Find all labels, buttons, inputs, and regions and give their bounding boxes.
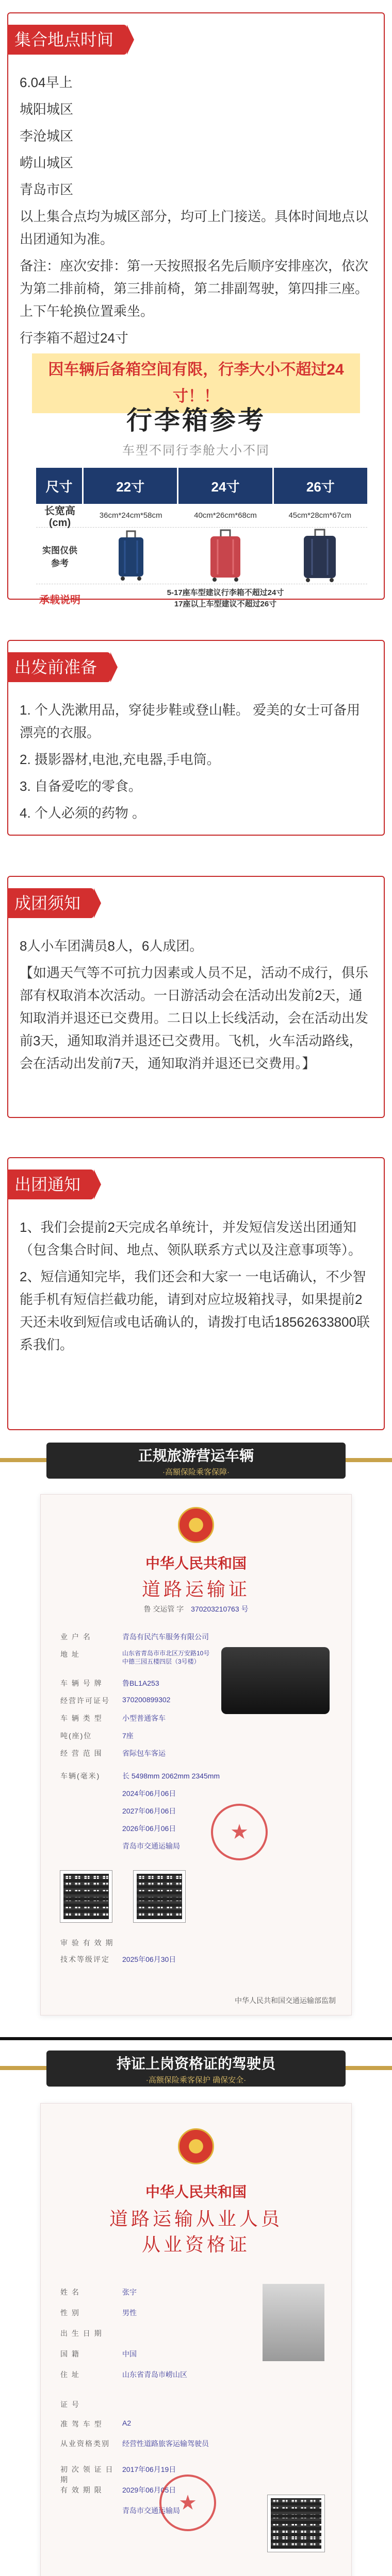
suitcase-26 <box>273 529 367 583</box>
field-text: 车 辆 号 牌 <box>60 1679 103 1687</box>
gather-line: 城阳城区 <box>20 101 74 117</box>
rules-line: 8人小车团满员8人，6人成团。 <box>20 938 203 954</box>
vehicle-banner-title: 正规旅游营运车辆 <box>138 1447 254 1464</box>
notice-line: 1、我们会提前2天完成名单统计，并发短信发送出团通知（包含集合时间、地点、领队联系方式以及注意事项等）。 <box>20 1219 362 1258</box>
photo-label: 实图仅供参考 <box>42 545 77 568</box>
driver-photo <box>263 2284 324 2361</box>
luggage-remark-row <box>36 584 367 613</box>
luggage-title: 行李箱参考 <box>126 406 266 435</box>
field-text: 青岛市交通运输局 <box>122 2506 180 2515</box>
field-text <box>60 1806 122 1816</box>
vehicle-field <box>60 1954 339 1964</box>
field-text: 准 驾 车 型 <box>60 2420 103 2428</box>
field-text: 小型普通客车 <box>122 1714 166 1722</box>
rules-line: 【如遇天气等不可抗力因素或人员不足，活动不成行，俱乐部有权取消本次活动。一日游活动会在活动出发前2天，通知取消并退还已交费用。二日以上长线活动，会在活动出发前3天，通知取消并退还已交费用。飞机，火车活动路线，会在活动出发前7天，通知取消并退还已交费用。】 <box>20 965 369 1071</box>
national-emblem-icon <box>178 1507 214 1543</box>
field-text: 性 别 <box>60 2309 80 2317</box>
field-text <box>122 2328 246 2338</box>
gather-line: 崂山城区 <box>20 155 74 171</box>
vehicle-field <box>60 1748 339 1758</box>
suitcase-22 <box>84 530 178 582</box>
field-text: 2024年06月06日 <box>122 1789 176 1798</box>
field-text: 出 生 日 期 <box>60 2329 103 2337</box>
gather-line: 青岛市区 <box>20 182 74 197</box>
remark-label: 承载说明 <box>39 594 80 606</box>
field-text: 2025年06月30日 <box>122 1955 176 1963</box>
field-text: 山东省青岛市崂山区 <box>122 2370 187 2379</box>
field-text: 住 址 <box>60 2370 80 2379</box>
vehicle-cert-number <box>41 1604 351 1614</box>
driver-field <box>60 2349 246 2359</box>
field-text: 姓 名 <box>60 2288 80 2296</box>
gather-line: 6.04早上 <box>20 75 73 90</box>
driver-field <box>60 2287 246 2297</box>
size-label: 长宽高(cm) <box>44 505 75 529</box>
vehicle-field <box>60 1771 339 1781</box>
vehicle-banner-subtitle: ·高額保险乘客保障· <box>162 1467 230 1477</box>
gather-line: 李沧城区 <box>20 128 74 144</box>
prepare-line: 4. 个人必须的药物 。 <box>20 805 146 821</box>
vehicle-field <box>60 1731 215 1741</box>
gather-card <box>7 12 385 608</box>
field-text: 2026年06月06日 <box>122 1824 176 1833</box>
field-text: A2 <box>122 2419 132 2427</box>
field-text: 有 效 期 限 <box>60 2486 103 2494</box>
driver-field <box>60 2419 339 2429</box>
field-text: 中国 <box>122 2350 137 2358</box>
gather-line: 行李箱不超过24寸 <box>20 330 128 346</box>
driver-field <box>60 2369 339 2380</box>
driver-banner-title: 持证上岗资格证的驾驶员 <box>116 2055 275 2072</box>
vehicle-cert-number-value: 370203210763 号 <box>191 1605 249 1613</box>
official-seal-icon: ★ <box>159 2475 216 2531</box>
field-text <box>122 2399 339 2410</box>
vehicle-photo <box>221 1647 330 1714</box>
vehicle-field <box>60 1823 339 1834</box>
gather-line: 备注：座次安排：第一天按照报名先后顺序安排座次，依次为第二排前椅，第三排前椅，第二排副驾驶，第四排三座。上下午轮换位置乘坐。 <box>20 258 369 319</box>
vehicle-field <box>60 1696 215 1706</box>
field-text: 青岛有民汽车服务有限公司 <box>122 1633 209 1641</box>
field-text: 省际包车客运 <box>122 1749 166 1757</box>
field-text: 7座 <box>122 1732 134 1740</box>
rules-card <box>7 876 385 1118</box>
field-text: 2029年06月05日 <box>122 2486 176 2494</box>
vehicle-field <box>60 1678 215 1688</box>
field-text: 证 号 <box>60 2400 80 2409</box>
qr-code-icon <box>134 1871 185 1922</box>
driver-certificate <box>40 2103 352 2576</box>
size-24: 40cm*26cm*68cm <box>194 511 257 520</box>
gather-body <box>20 71 372 413</box>
field-text: 地 址 <box>60 1650 80 1658</box>
field-text <box>60 1823 122 1834</box>
field-text: 青岛市交通运输局 <box>122 1842 180 1850</box>
rules-body <box>20 935 372 1079</box>
gather-line: 以上集合点均为城区部分，均可上门接送。具体时间地点以出团通知为准。 <box>20 209 369 247</box>
vehicle-cert-title: 道路运输证 <box>141 1579 250 1600</box>
driver-banner-subtitle: ·高额保险乘客保护 确保安全· <box>145 2075 247 2084</box>
luggage-subtitle: 车型不同行李舱大小不同 <box>122 444 270 457</box>
size-22: 36cm*24cm*58cm <box>99 511 162 520</box>
suitcase-icon <box>116 530 146 582</box>
header-22: 22寸 <box>84 468 178 504</box>
vehicle-field <box>60 1713 215 1723</box>
vehicle-certificate <box>40 1494 352 2015</box>
field-text: 经营许可证号 <box>60 1697 110 1705</box>
vehicle-cert-number-label: 鲁 交运管 字 <box>143 1605 184 1613</box>
field-text: 吨(座)位 <box>60 1732 92 1740</box>
notice-body <box>20 1216 372 1360</box>
driver-field <box>60 2328 246 2338</box>
header-24: 24寸 <box>178 468 273 504</box>
notice-title: 出团通知 <box>7 1170 94 1199</box>
field-text: 370200899302 <box>122 1696 171 1704</box>
field-text: 国 籍 <box>60 2350 80 2358</box>
luggage-heading <box>8 400 384 458</box>
luggage-photo-row <box>36 528 367 584</box>
luggage-table-header <box>36 468 367 504</box>
gather-title: 集合地点时间 <box>7 25 127 55</box>
field-text: 经营性道路旅客运输驾驶员 <box>122 2439 209 2448</box>
field-text <box>60 1788 122 1799</box>
field-text: 山东省青岛市市北区万安路10号中德三园五楼四层（3号楼） <box>122 1650 210 1665</box>
field-text: 鲁BL1A253 <box>122 1679 159 1687</box>
field-text: 2017年06月19日 <box>122 2465 176 2473</box>
prepare-title: 出发前准备 <box>7 652 110 682</box>
vehicle-field <box>60 1841 339 1851</box>
field-text: 车 辆 类 型 <box>60 1714 103 1722</box>
size-26: 45cm*28cm*67cm <box>288 511 352 520</box>
rules-title: 成团须知 <box>7 888 94 918</box>
field-text <box>122 1938 339 1948</box>
divider <box>0 2037 392 2040</box>
vehicle-banner <box>46 1443 346 1479</box>
vehicle-cert-country: 中华人民共和国 <box>145 1555 247 1572</box>
field-text: 长 5498mm 2062mm 2345mm <box>122 1772 220 1780</box>
driver-cert-country: 中华人民共和国 <box>145 2183 247 2200</box>
notice-line: 2、短信通知完毕，我们还会和大家一 一电话确认，不少智能手机有短信拦截功能，请到对应垃圾箱找寻，如果提前2天还未收到短信或电话确认的，请拨打电话18562633800联系我们。 <box>20 1269 370 1352</box>
header-size: 尺寸 <box>36 468 84 504</box>
prepare-body <box>20 699 372 828</box>
driver-field <box>60 2399 339 2410</box>
field-text: 张宇 <box>122 2288 137 2296</box>
field-text: 技术等级评定 <box>60 1955 110 1963</box>
field-text: 车辆(毫米) <box>60 1772 101 1780</box>
suitcase-24 <box>178 529 272 583</box>
vehicle-field <box>60 1632 339 1642</box>
luggage-warning: 因车辆后备箱空间有限，行李大小不超过24寸！！ <box>32 353 360 413</box>
suitcase-icon <box>301 529 339 583</box>
field-text: 业 户 名 <box>60 1633 91 1641</box>
vehicle-field <box>60 1938 339 1948</box>
field-text: 初 次 领 证 日 期 <box>60 2465 114 2484</box>
notice-card <box>7 1157 385 1430</box>
header-26: 26寸 <box>274 468 367 504</box>
driver-field <box>60 2438 339 2449</box>
prepare-card <box>7 640 385 836</box>
vehicle-field <box>60 1806 339 1816</box>
field-text: 从业资格类别 <box>60 2439 110 2448</box>
field-text: 经 营 范 围 <box>60 1749 103 1757</box>
remark-text: 5-17座车型建议行李箱不超过24寸 17座以上车型建议不超过26寸 <box>167 588 284 608</box>
prepare-line: 3. 自备爱吃的零食。 <box>20 778 142 794</box>
driver-banner <box>46 2050 346 2087</box>
prepare-line: 1. 个人洗漱用品，穿徒步鞋或登山鞋。 爱美的女士可备用漂亮的衣服。 <box>20 702 361 740</box>
driver-cert-title-2: 从业资格证 <box>141 2234 250 2256</box>
luggage-table <box>36 468 367 613</box>
qr-code-icon <box>60 1871 112 1922</box>
field-text <box>60 2505 122 2516</box>
vehicle-cert-caption: 中华人民共和国交通运输部监制 <box>235 1996 336 2005</box>
field-text <box>60 1841 122 1851</box>
suitcase-icon <box>207 529 243 583</box>
field-text: 审 验 有 效 期 <box>60 1939 114 1947</box>
qr-code-icon <box>268 2495 324 2552</box>
driver-field <box>60 2308 246 2318</box>
prepare-line: 2. 摄影器材,电池,充电器,手电筒。 <box>20 752 220 767</box>
driver-cert-title-1: 道路运输从业人员 <box>109 2209 283 2230</box>
official-seal-icon: ★ <box>211 1804 268 1860</box>
national-emblem-icon <box>178 2128 214 2164</box>
vehicle-field <box>60 1649 215 1666</box>
field-text: 2027年06月06日 <box>122 1807 176 1815</box>
vehicle-field <box>60 1788 339 1799</box>
luggage-size-row <box>36 504 367 528</box>
field-text: 男性 <box>122 2309 137 2317</box>
